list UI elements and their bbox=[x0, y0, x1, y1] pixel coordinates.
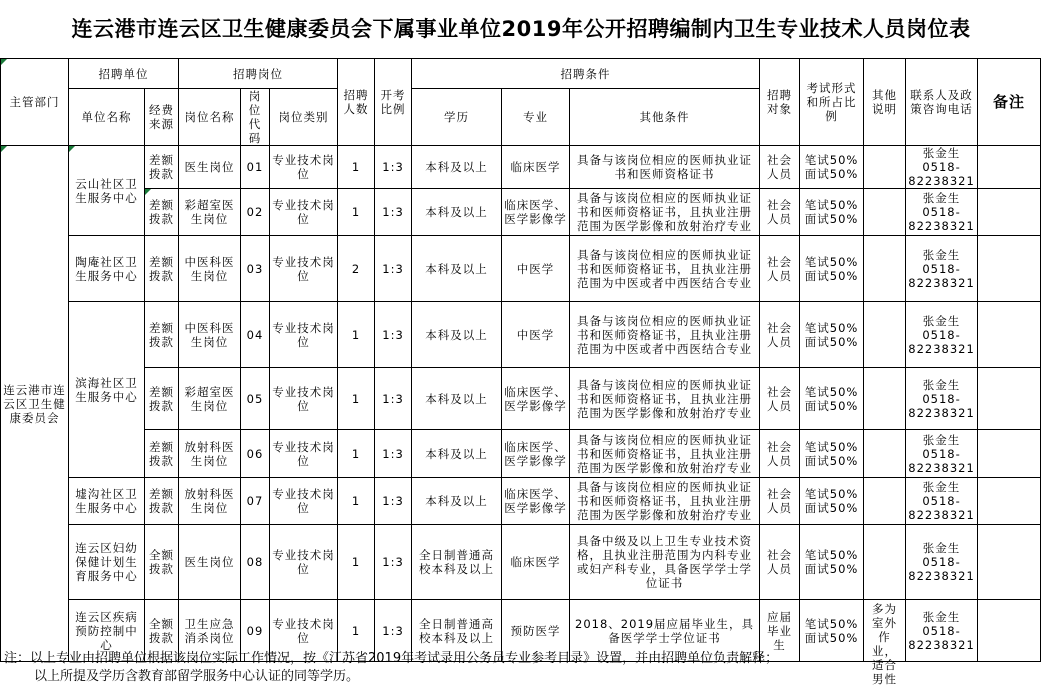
post-cell: 彩超室医生岗位 bbox=[179, 189, 241, 236]
other-cell: 具备与该岗位相应的医师执业证书和医师资格证书 bbox=[570, 146, 760, 189]
ratio-cell: 1:3 bbox=[375, 368, 412, 430]
type-cell: 专业技术岗位 bbox=[270, 189, 338, 236]
header-target: 招聘对象 bbox=[760, 59, 800, 146]
funding-cell: 差额拨款 bbox=[145, 189, 179, 236]
header-remark: 备注 bbox=[978, 59, 1041, 146]
type-cell: 专业技术岗位 bbox=[270, 600, 338, 662]
funding-cell: 差额拨款 bbox=[145, 146, 179, 189]
table-row bbox=[1, 189, 1041, 236]
num-cell: 1 bbox=[338, 430, 375, 478]
edu-cell: 本科及以上 bbox=[412, 368, 502, 430]
num-cell: 1 bbox=[338, 189, 375, 236]
footnote-line-2: 以上所提及学历含教育部留学服务中心认证的同等学历。 bbox=[34, 669, 360, 684]
edu-cell: 本科及以上 bbox=[412, 236, 502, 302]
funding-cell: 差额拨款 bbox=[145, 478, 179, 525]
major-cell: 临床医学 bbox=[502, 525, 570, 600]
edu-cell: 本科及以上 bbox=[412, 189, 502, 236]
contact-cell: 张金生0518-82238321 bbox=[906, 146, 978, 189]
code-cell: 04 bbox=[241, 302, 270, 368]
remark-cell bbox=[978, 146, 1041, 189]
num-cell: 1 bbox=[338, 478, 375, 525]
other-cell: 2018、2019届应届毕业生，具备医学学士学位证书 bbox=[570, 600, 760, 662]
edu-cell: 本科及以上 bbox=[412, 430, 502, 478]
unit-cell: 滨海社区卫生服务中心 bbox=[69, 302, 145, 478]
type-cell: 专业技术岗位 bbox=[270, 236, 338, 302]
code-cell: 06 bbox=[241, 430, 270, 478]
note-cell bbox=[864, 189, 906, 236]
exam-cell: 笔试50%面试50% bbox=[800, 236, 864, 302]
remark-cell bbox=[978, 236, 1041, 302]
contact-cell: 张金生0518-82238321 bbox=[906, 525, 978, 600]
note-cell bbox=[864, 302, 906, 368]
contact-cell: 张金生0518-82238321 bbox=[906, 600, 978, 662]
remark-cell bbox=[978, 430, 1041, 478]
table-row bbox=[1, 236, 1041, 302]
other-cell: 具备与该岗位相应的医师执业证书和医师资格证书，且执业注册范围为医学影像和放射治疗专业 bbox=[570, 430, 760, 478]
target-cell: 社会人员 bbox=[760, 302, 800, 368]
comment-marker-icon bbox=[1, 146, 7, 152]
type-cell: 专业技术岗位 bbox=[270, 430, 338, 478]
comment-marker-icon bbox=[145, 189, 151, 195]
header-num: 招聘人数 bbox=[338, 59, 375, 146]
supervisor-cell: 连云港市连云区卫生健康委员会 bbox=[1, 146, 69, 662]
unit-cell: 连云区疾病预防控制中心 bbox=[69, 600, 145, 662]
type-cell: 专业技术岗位 bbox=[270, 478, 338, 525]
funding-cell: 差额拨款 bbox=[145, 302, 179, 368]
header-major: 专业 bbox=[502, 89, 570, 146]
note-cell bbox=[864, 525, 906, 600]
post-cell: 中医科医生岗位 bbox=[179, 236, 241, 302]
unit-cell: 云山社区卫生服务中心 bbox=[69, 146, 145, 236]
post-cell: 医生岗位 bbox=[179, 146, 241, 189]
ratio-cell: 1:3 bbox=[375, 525, 412, 600]
exam-cell: 笔试50%面试50% bbox=[800, 478, 864, 525]
ratio-cell: 1:3 bbox=[375, 302, 412, 368]
unit-cell: 连云区妇幼保健计划生育服务中心 bbox=[69, 525, 145, 600]
header-exam: 考试形式和所占比例 bbox=[800, 59, 864, 146]
header-conditions: 招聘条件 bbox=[412, 59, 760, 89]
ratio-cell: 1:3 bbox=[375, 236, 412, 302]
post-cell: 中医科医生岗位 bbox=[179, 302, 241, 368]
contact-cell: 张金生0518-82238321 bbox=[906, 430, 978, 478]
exam-cell: 笔试50%面试50% bbox=[800, 430, 864, 478]
major-cell: 预防医学 bbox=[502, 600, 570, 662]
header-ratio: 开考比例 bbox=[375, 59, 412, 146]
remark-cell bbox=[978, 368, 1041, 430]
note-cell bbox=[864, 478, 906, 525]
ratio-cell: 1:3 bbox=[375, 189, 412, 236]
code-cell: 01 bbox=[241, 146, 270, 189]
target-cell: 社会人员 bbox=[760, 236, 800, 302]
type-cell: 专业技术岗位 bbox=[270, 368, 338, 430]
target-cell: 社会人员 bbox=[760, 525, 800, 600]
major-cell: 临床医学、医学影像学 bbox=[502, 430, 570, 478]
header-supervisor: 主管部门 bbox=[1, 59, 69, 146]
exam-cell: 笔试50%面试50% bbox=[800, 146, 864, 189]
target-cell: 社会人员 bbox=[760, 189, 800, 236]
table-row bbox=[1, 478, 1041, 525]
type-cell: 专业技术岗位 bbox=[270, 525, 338, 600]
num-cell: 2 bbox=[338, 236, 375, 302]
ratio-cell: 1:3 bbox=[375, 146, 412, 189]
edu-cell: 全日制普通高校本科及以上 bbox=[412, 600, 502, 662]
major-cell: 临床医学 bbox=[502, 146, 570, 189]
num-cell: 1 bbox=[338, 525, 375, 600]
post-cell: 医生岗位 bbox=[179, 525, 241, 600]
unit-cell: 墟沟社区卫生服务中心 bbox=[69, 478, 145, 525]
edu-cell: 全日制普通高校本科及以上 bbox=[412, 525, 502, 600]
remark-cell bbox=[978, 478, 1041, 525]
remark-cell bbox=[978, 189, 1041, 236]
table-row bbox=[1, 146, 1041, 189]
exam-cell: 笔试50%面试50% bbox=[800, 302, 864, 368]
num-cell: 1 bbox=[338, 302, 375, 368]
target-cell: 社会人员 bbox=[760, 430, 800, 478]
funding-cell: 差额拨款 bbox=[145, 368, 179, 430]
note-cell: 多为室外作业，适合男性 bbox=[864, 600, 906, 662]
page-title: 连云港市连云区卫生健康委员会下属事业单位2019年公开招聘编制内卫生专业技术人员岗位表 bbox=[71, 17, 971, 41]
edu-cell: 本科及以上 bbox=[412, 302, 502, 368]
exam-cell: 笔试50%面试50% bbox=[800, 600, 864, 662]
table-row bbox=[1, 368, 1041, 430]
target-cell: 社会人员 bbox=[760, 146, 800, 189]
comment-marker-icon bbox=[69, 146, 75, 152]
funding-cell: 差额拨款 bbox=[145, 236, 179, 302]
post-cell: 彩超室医生岗位 bbox=[179, 368, 241, 430]
num-cell: 1 bbox=[338, 146, 375, 189]
comment-marker-icon bbox=[1, 59, 7, 65]
unit-cell: 陶庵社区卫生服务中心 bbox=[69, 236, 145, 302]
table-row bbox=[1, 302, 1041, 368]
other-cell: 具备中级及以上卫生专业技术资格，且执业注册范围为内科专业或妇产科专业，具备医学学士学位证书 bbox=[570, 525, 760, 600]
post-cell: 放射科医生岗位 bbox=[179, 478, 241, 525]
header-other-conditions: 其他条件 bbox=[570, 89, 760, 146]
header-post-name: 岗位名称 bbox=[179, 89, 241, 146]
target-cell: 社会人员 bbox=[760, 478, 800, 525]
other-cell: 具备与该岗位相应的医师执业证书和医师资格证书，且执业注册范围为中医或者中西医结合专业 bbox=[570, 236, 760, 302]
funding-cell: 全额拨款 bbox=[145, 525, 179, 600]
contact-cell: 张金生0518-82238321 bbox=[906, 302, 978, 368]
header-contact: 联系人及政策咨询电话 bbox=[906, 59, 978, 146]
major-cell: 中医学 bbox=[502, 236, 570, 302]
header-post-code: 岗位代码 bbox=[241, 89, 270, 146]
footnote-line-1: 注：以上专业由招聘单位根据该岗位实际工作情况，按《江苏省2019年考试录用公务员专业参考目录》设置，并由招聘单位负责解释； bbox=[4, 651, 779, 666]
remark-cell bbox=[978, 525, 1041, 600]
header-recruit-post: 招聘岗位 bbox=[179, 59, 338, 89]
other-cell: 具备与该岗位相应的医师执业证书和医师资格证书，且执业注册范围为医学影像和放射治疗专业 bbox=[570, 478, 760, 525]
ratio-cell: 1:3 bbox=[375, 430, 412, 478]
header-funding: 经费来源 bbox=[145, 89, 179, 146]
note-cell bbox=[864, 368, 906, 430]
contact-cell: 张金生0518-82238321 bbox=[906, 189, 978, 236]
edu-cell: 本科及以上 bbox=[412, 146, 502, 189]
other-cell: 具备与该岗位相应的医师执业证书和医师资格证书，且执业注册范围为中医或者中西医结合专业 bbox=[570, 302, 760, 368]
funding-cell: 全额拨款 bbox=[145, 600, 179, 662]
note-cell bbox=[864, 236, 906, 302]
contact-cell: 张金生0518-82238321 bbox=[906, 236, 978, 302]
exam-cell: 笔试50%面试50% bbox=[800, 368, 864, 430]
contact-cell: 张金生0518-82238321 bbox=[906, 478, 978, 525]
other-cell: 具备与该岗位相应的医师执业证书和医师资格证书，且执业注册范围为医学影像和放射治疗专业 bbox=[570, 368, 760, 430]
num-cell: 1 bbox=[338, 600, 375, 662]
header-unit-name: 单位名称 bbox=[69, 89, 145, 146]
note-cell bbox=[864, 430, 906, 478]
post-cell: 放射科医生岗位 bbox=[179, 430, 241, 478]
exam-cell: 笔试50%面试50% bbox=[800, 189, 864, 236]
header-other-note: 其他说明 bbox=[864, 59, 906, 146]
code-cell: 02 bbox=[241, 189, 270, 236]
major-cell: 临床医学、医学影像学 bbox=[502, 478, 570, 525]
funding-cell: 差额拨款 bbox=[145, 430, 179, 478]
table-row bbox=[1, 525, 1041, 600]
header-recruit-unit: 招聘单位 bbox=[69, 59, 179, 89]
header-post-type: 岗位类别 bbox=[270, 89, 338, 146]
major-cell: 中医学 bbox=[502, 302, 570, 368]
table-row bbox=[1, 430, 1041, 478]
code-cell: 05 bbox=[241, 368, 270, 430]
other-cell: 具备与该岗位相应的医师执业证书和医师资格证书，且执业注册范围为医学影像和放射治疗专业 bbox=[570, 189, 760, 236]
code-cell: 09 bbox=[241, 600, 270, 662]
type-cell: 专业技术岗位 bbox=[270, 302, 338, 368]
ratio-cell: 1:3 bbox=[375, 478, 412, 525]
major-cell: 临床医学、医学影像学 bbox=[502, 189, 570, 236]
contact-cell: 张金生0518-82238321 bbox=[906, 368, 978, 430]
remark-cell bbox=[978, 302, 1041, 368]
note-cell bbox=[864, 146, 906, 189]
edu-cell: 本科及以上 bbox=[412, 478, 502, 525]
code-cell: 08 bbox=[241, 525, 270, 600]
post-cell: 卫生应急消杀岗位 bbox=[179, 600, 241, 662]
code-cell: 03 bbox=[241, 236, 270, 302]
major-cell: 临床医学、医学影像学 bbox=[502, 368, 570, 430]
target-cell: 社会人员 bbox=[760, 368, 800, 430]
header-education: 学历 bbox=[412, 89, 502, 146]
ratio-cell: 1:3 bbox=[375, 600, 412, 662]
type-cell: 专业技术岗位 bbox=[270, 146, 338, 189]
target-cell: 应届毕业生 bbox=[760, 600, 800, 662]
code-cell: 07 bbox=[241, 478, 270, 525]
footnote bbox=[4, 650, 1040, 686]
exam-cell: 笔试50%面试50% bbox=[800, 525, 864, 600]
num-cell: 1 bbox=[338, 368, 375, 430]
